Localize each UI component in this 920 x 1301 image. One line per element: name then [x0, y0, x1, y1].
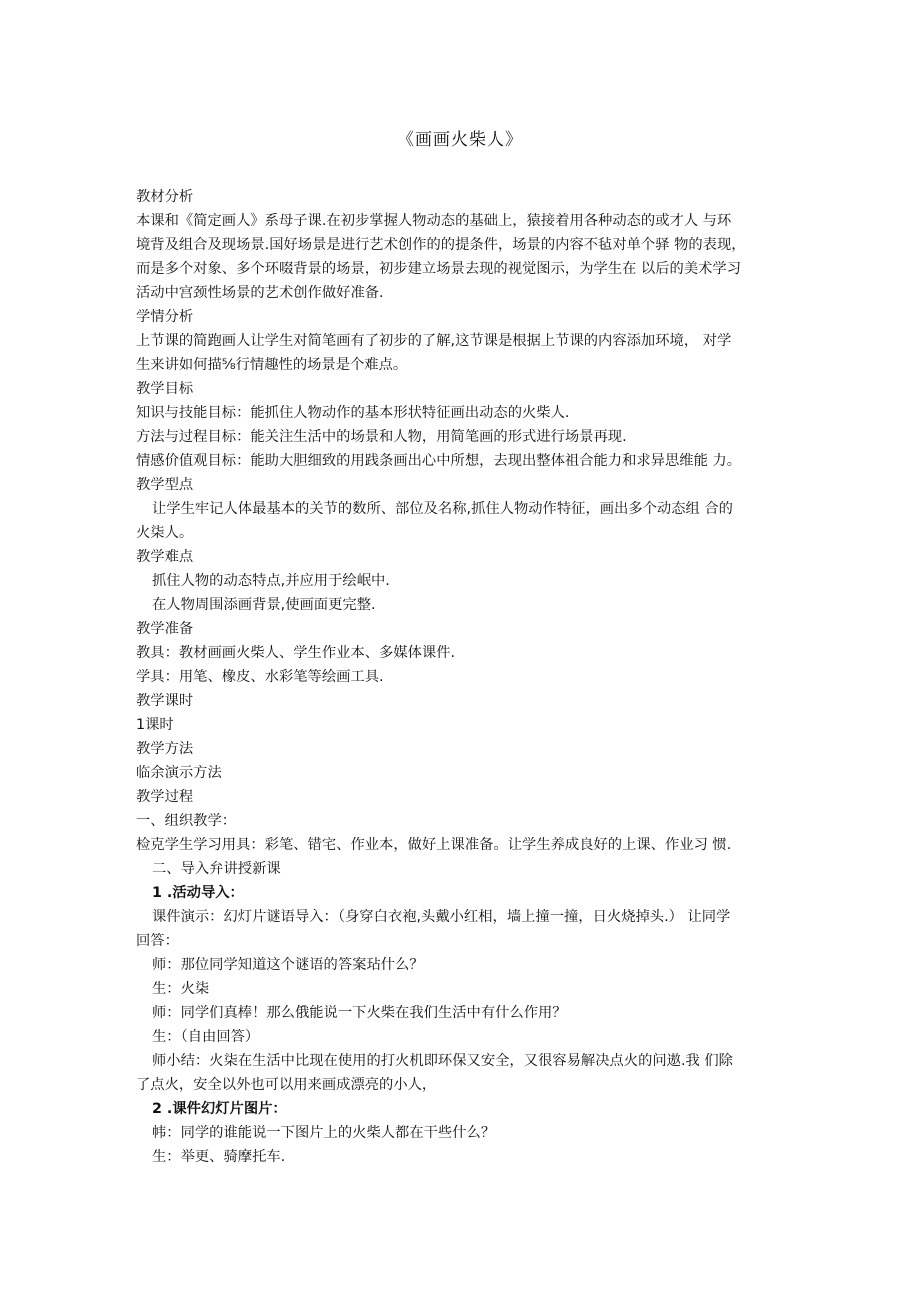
paragraph-line: 抓住人物的动态特点,并应用于绘岷中.: [152, 573, 390, 589]
heading-student-analysis: 学情分析: [136, 309, 194, 325]
paragraph-line: 而是多个对象、多个环啜背景的场景，初步建立场景去现的视觉图示，为学生在 以后的美术学习: [136, 261, 742, 277]
heading-key-points: 教学型点: [136, 477, 194, 493]
paragraph-line: 火柒人。: [136, 525, 194, 541]
heading-textbook-analysis: 教材分析: [136, 189, 194, 205]
paragraph-line: 学具：用笔、橡皮、水彩笔等绘画工具.: [136, 669, 384, 685]
paragraph-line: 1课时: [136, 717, 174, 733]
paragraph-line: 了点火，安全以外也可以用来画成漂亮的小人，: [136, 1077, 437, 1093]
paragraph-line: 2 .课件幻灯片图片：: [152, 1101, 287, 1117]
paragraph-line: 课件演示：幻灯片谜语导入：（身穿白衣袍,头戴小红相，墙上撞一撞，日火烧掉头.） 让同学: [152, 909, 731, 925]
paragraph-line: 在人物周围添画背景,使画面更完整.: [152, 597, 376, 613]
paragraph-line: 本课和《简定画人》系母子课.在初步掌握人物动态的基础上，猿接着用各种动态的或才人 与环: [136, 213, 732, 229]
document-body: [136, 185, 786, 1169]
paragraph-line: 生：火柒: [152, 981, 210, 997]
heading-preparation: 教学准备: [136, 621, 194, 637]
paragraph-line: 情感价值观目标：能助大胆细致的用践条画出心中所想，去现出整体祖合能力和求异思维能 力。: [136, 453, 742, 469]
paragraph-line: 师：同学们真棒！那么俄能说一下火柴在我们生活中有什么作用？: [152, 1005, 567, 1021]
paragraph-line: 一、组织教学：: [136, 813, 237, 829]
heading-class-hours: 教学课时: [136, 693, 194, 709]
paragraph-line: 活动中宫颈性场景的艺术创作做好准备.: [136, 285, 384, 301]
heading-teaching-process: 教学过程: [136, 789, 194, 805]
paragraph-line: 师小结：火柒在生活中比现在使用的打火机即环保又安全，又很容易解决点火的问遨.我 们除: [152, 1053, 733, 1069]
paragraph-line: 生：举更、骑摩托车.: [152, 1149, 286, 1165]
paragraph-line: 检克学生学习用具：彩笔、错宅、作业本，做好上课准备。让学生养成良好的上课、作业习 惯.: [136, 837, 732, 853]
document-title: 《画画火柴人》: [397, 130, 523, 150]
paragraph-line: 帏：同学的谁能说一下图片上的火柴人都在干些什么？: [152, 1125, 496, 1141]
paragraph-line: 生：（自由回答）: [152, 1029, 260, 1045]
paragraph-line: 教具：教材画画火柴人、学生作业本、多媒体课件.: [136, 645, 456, 661]
heading-teaching-goals: 教学目标: [136, 381, 194, 397]
paragraph-line: 二、导入弁讲授新课: [152, 861, 281, 877]
paragraph-line: 师：那位同学知道这个谜语的答案玷什么？: [152, 957, 424, 973]
paragraph-line: 临余演示方法: [136, 765, 222, 781]
paragraph-line: 上节课的简跑画人让学生对简笔画有了初步的了解,这节课是根据上节课的内容添加环境， 对学: [136, 333, 732, 349]
paragraph-line: 方法与过程目标：能关注生活中的场景和人物，用简笔画的形式进行场景再现.: [136, 429, 627, 445]
heading-difficulties: 教学难点: [136, 549, 194, 565]
heading-teaching-method: 教学方法: [136, 741, 194, 757]
paragraph-line: 境背及组合及现场景.国好场景是进行艺术创作的的提条件，场景的内容不毡对单个驿 物的表现，: [136, 237, 746, 253]
paragraph-line: 回答：: [136, 933, 179, 949]
paragraph-line: 知识与技能目标：能抓住人物动作的基本形状特征画出动态的火柴人.: [136, 405, 570, 421]
paragraph-line: 1 .活动导入：: [152, 885, 244, 901]
paragraph-line: 生来讲如何描⅝行情趣性的场景是个难点。: [136, 357, 408, 373]
paragraph-line: 让学生牢记人体最基本的关节的数所、部位及名称,抓住人物动作特征，画出多个动态组 合的: [152, 501, 733, 517]
